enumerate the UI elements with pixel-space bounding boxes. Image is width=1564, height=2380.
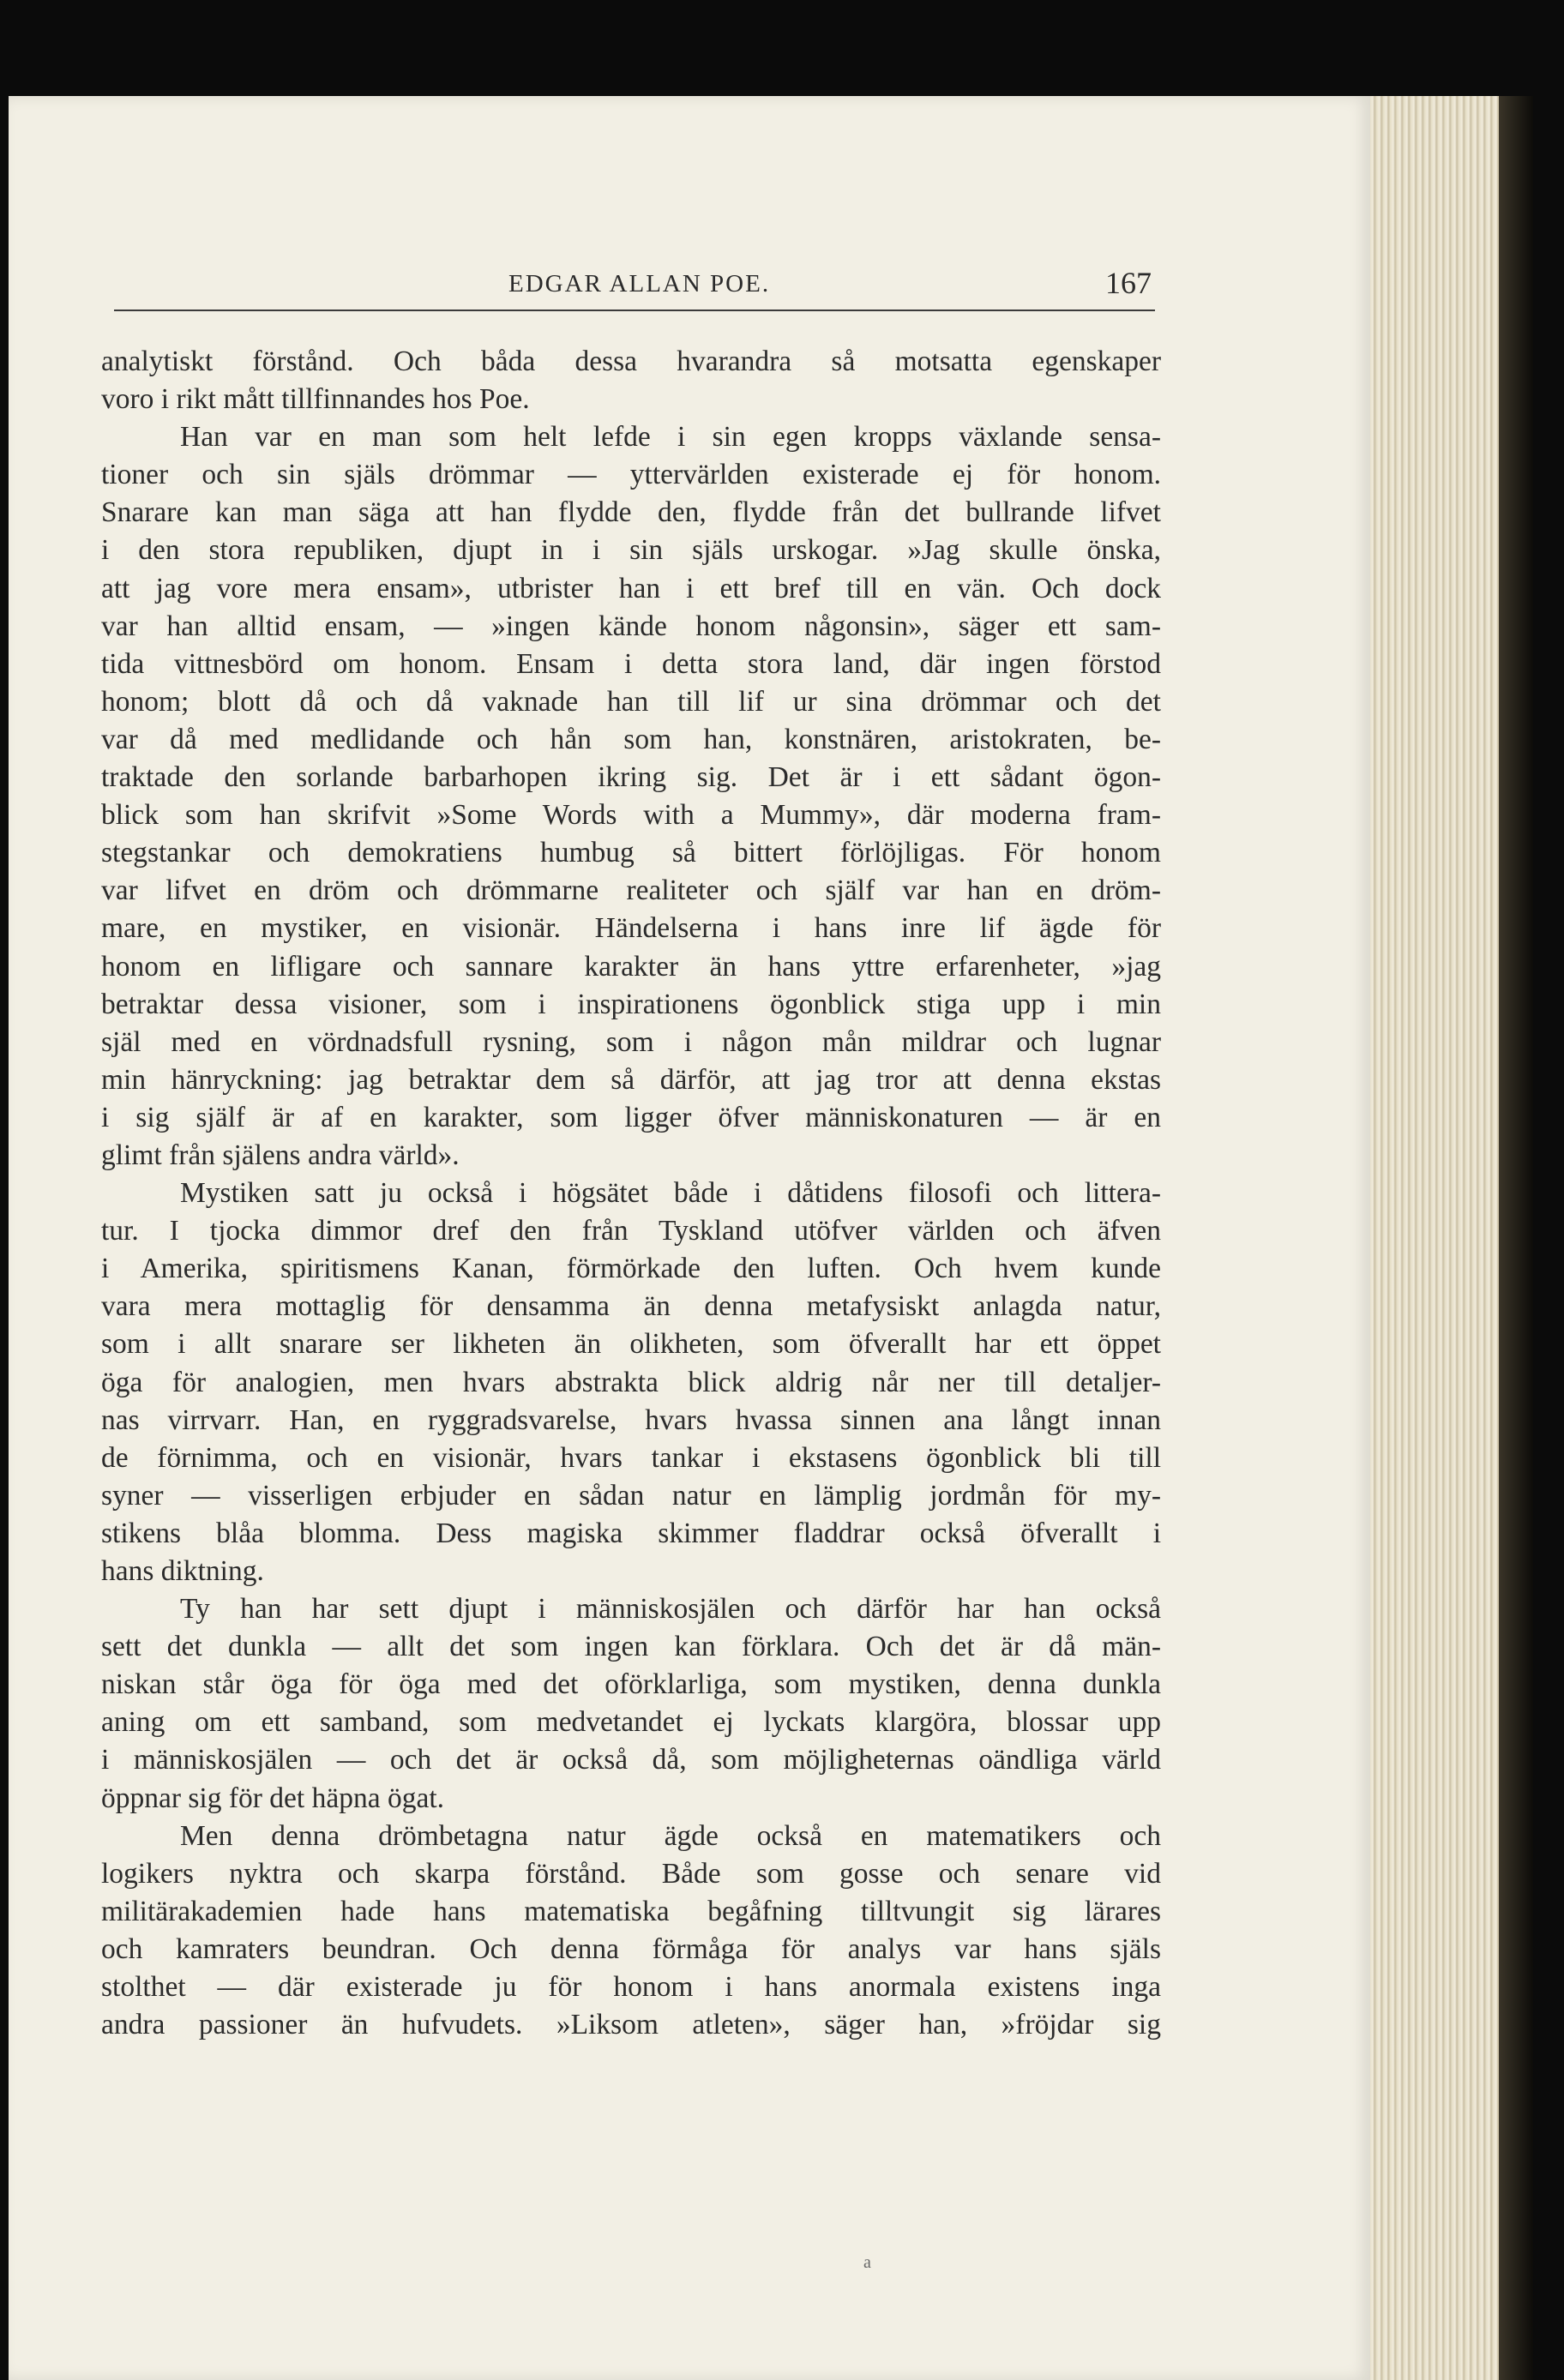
text-line: andra passioner än hufvudets. »Liksom atleten», säger han, »fröjdar sig — [101, 2009, 1161, 2041]
text-line: var då med medlidande och hån som han, konstnären, aristokraten, be- — [101, 723, 1161, 755]
text-line: traktade den sorlande barbarhopen ikring sig. Det är i ett sådant ögon- — [101, 761, 1161, 794]
text-line: tioner och sin själs drömmar — yttervärlden existerade ej för honom. — [101, 459, 1161, 491]
binding-shadow — [1499, 96, 1533, 2380]
text-line: nas virrvarr. Han, en ryggradsvarelse, hvars hvassa sinnen ana långt innan — [101, 1403, 1161, 1436]
text-line: honom en lifligare och sannare karakter än hans yttre erfarenheter, »jag — [101, 950, 1161, 983]
text-line: i sig själf är af en karakter, som ligger öfver människonaturen — är en — [101, 1101, 1161, 1133]
text-line: Men denna drömbetagna natur ägde också en matematikers och — [180, 1819, 1161, 1852]
text-line: syner — visserligen erbjuder en sådan natur en lämplig jordmån för my- — [101, 1479, 1161, 1512]
text-line: de förnimma, och en visionär, hvars tankar i ekstasens ögonblick bli till — [101, 1441, 1161, 1474]
text-line: min hänryckning: jag betraktar dem så därför, att jag tror att denna ekstas — [101, 1063, 1161, 1096]
body-text — [101, 343, 1161, 2044]
text-line: i Amerika, spiritismens Kanan, förmörkade den luften. Och hvem kunde — [101, 1253, 1161, 1285]
text-line: i den stora republiken, djupt in i sin själs urskogar. »Jag skulle önska, — [101, 534, 1161, 567]
text-line: militärakademien hade hans matematiska begåfning tilltvungit sig lärares — [101, 1895, 1161, 1927]
text-line: glimt från själens andra värld». — [101, 1139, 460, 1171]
text-line: tida vittnesbörd om honom. Ensam i detta stora land, där ingen förstod — [101, 647, 1161, 680]
text-line: själ med en vördnadsfull rysning, som i någon mån mildrar och lugnar — [101, 1025, 1161, 1058]
text-line: mare, en mystiker, en visionär. Händelserna i hans inre lif ägde för — [101, 912, 1161, 945]
text-line: öga för analogien, men hvars abstrakta blick aldrig når ner till detaljer- — [101, 1366, 1161, 1398]
running-title: EDGAR ALLAN POE. — [508, 270, 771, 298]
text-line: sett det dunkla — allt det som ingen kan förklara. Och det är då män- — [101, 1631, 1161, 1663]
text-line: hans diktning. — [101, 1555, 264, 1587]
text-line: voro i rikt mått tillfinnandes hos Poe. — [101, 383, 530, 416]
text-line: tur. I tjocka dimmor dref den från Tyskland utöfver världen och äfven — [101, 1215, 1161, 1247]
text-line: honom; blott då och då vaknade han till lif ur sina drömmar och det — [101, 685, 1161, 718]
text-line: Mystiken satt ju också i högsätet både i dåtidens filosofi och littera- — [180, 1177, 1161, 1210]
text-line: niskan står öga för öga med det oförklarliga, som mystiken, denna dunkla — [101, 1668, 1161, 1701]
text-line: aning om ett samband, som medvetandet ej lyckats klargöra, blossar upp — [101, 1706, 1161, 1739]
text-line: i människosjälen — och det är också då, som möjligheternas oändliga värld — [101, 1744, 1161, 1776]
text-line: och kamraters beundran. Och denna förmåga för analys var hans själs — [101, 1932, 1161, 1965]
page-edges — [1370, 96, 1499, 2380]
page-number: 167 — [1105, 266, 1152, 300]
text-line: betraktar dessa visioner, som i inspirationens ögonblick stiga upp i min — [101, 988, 1161, 1020]
text-line: logikers nyktra och skarpa förstånd. Både som gosse och senare vid — [101, 1857, 1161, 1890]
text-line: stikens blåa blomma. Dess magiska skimmer fladdrar också öfverallt i — [101, 1517, 1161, 1549]
text-line: stegstankar och demokratiens humbug så bittert förlöjligas. För honom — [101, 837, 1161, 869]
text-line: stolthet — där existerade ju för honom i hans anormala existens inga — [101, 1971, 1161, 2004]
text-line: att jag vore mera ensam», utbrister han i ett bref till en vän. Och dock — [101, 572, 1161, 604]
text-line: som i allt snarare ser likheten än olikheten, som öfverallt har ett öppet — [101, 1328, 1161, 1361]
text-line: Ty han har sett djupt i människosjälen och därför har han också — [180, 1593, 1161, 1626]
text-line: analytiskt förstånd. Och båda dessa hvarandra så motsatta egenskaper — [101, 346, 1161, 377]
bottom-mark: a — [863, 2253, 871, 2272]
text-line: Snarare kan man säga att han flydde den, flydde från det bullrande lifvet — [101, 496, 1161, 529]
text-line: blick som han skrifvit »Some Words with a Mummy», där moderna fram- — [101, 799, 1161, 832]
text-line: var han alltid ensam, — »ingen kände honom någonsin», säger ett sam- — [101, 610, 1161, 642]
text-line: Han var en man som helt lefde i sin egen kropps växlande sensa- — [180, 421, 1161, 454]
text-line: vara mera mottaglig för densamma än denna metafysiskt anlagda natur, — [101, 1290, 1161, 1323]
text-line: var lifvet en dröm och drömmarne realiteter och själf var han en dröm- — [101, 874, 1161, 907]
text-line: öppnar sig för det häpna ögat. — [101, 1782, 445, 1814]
running-header — [114, 266, 1155, 311]
